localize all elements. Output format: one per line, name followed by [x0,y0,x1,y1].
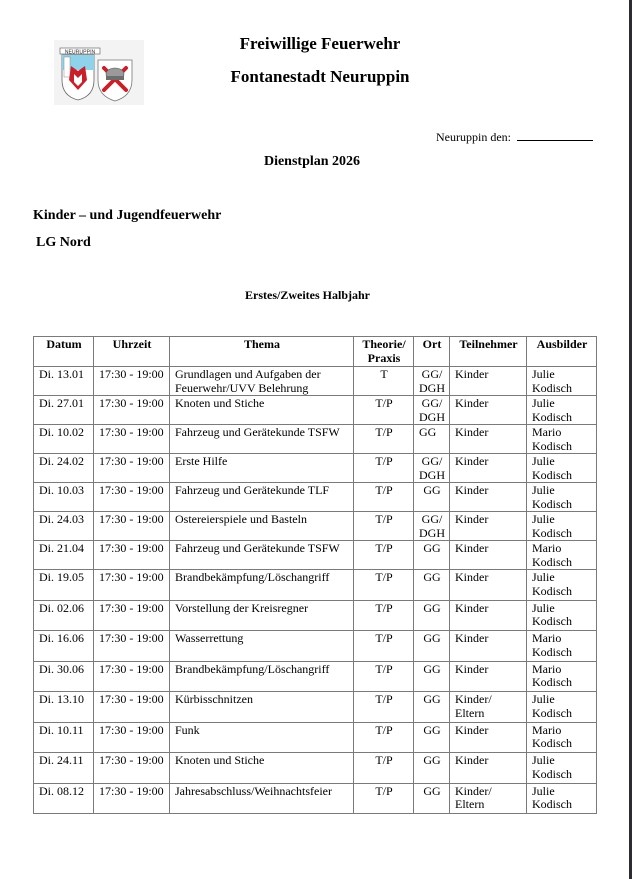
fire-department-coat-of-arms-icon [54,40,144,105]
cell-uhrzeit: 17:30 - 19:00 [94,425,170,454]
table-row [34,631,597,662]
cell-teilnehmer: Kinder/ Eltern [450,692,527,723]
cell-ausbilder: Julie Kodisch [527,367,597,396]
table-row [34,661,597,692]
period-title: Erstes/Zweites Halbjahr [245,288,370,302]
cell-ausbilder: Mario Kodisch [527,425,597,454]
cell-datum: Di. 27.01 [34,396,94,425]
group-title: Kinder – und Jugendfeuerwehr [33,208,222,223]
cell-ort: GG/ DGH [414,454,450,483]
cell-uhrzeit: 17:30 - 19:00 [94,722,170,753]
cell-datum: Di. 08.12 [34,783,94,814]
cell-thema: Fahrzeug und Gerätekunde TSFW [170,541,354,570]
cell-uhrzeit: 17:30 - 19:00 [94,600,170,631]
cell-ausbilder: Julie Kodisch [527,512,597,541]
cell-ausbilder: Julie Kodisch [527,396,597,425]
cell-uhrzeit: 17:30 - 19:00 [94,753,170,784]
cell-uhrzeit: 17:30 - 19:00 [94,483,170,512]
cell-thema: Knoten und Stiche [170,753,354,784]
cell-ort: GG [414,661,450,692]
cell-datum: Di. 24.03 [34,512,94,541]
cell-ort: GG [414,425,450,454]
cell-theorie-praxis: T/P [354,783,414,814]
cell-datum: Di. 21.04 [34,541,94,570]
cell-thema: Fahrzeug und Gerätekunde TSFW [170,425,354,454]
cell-ausbilder: Mario Kodisch [527,541,597,570]
column-header-ort: Ort [414,337,450,367]
cell-uhrzeit: 17:30 - 19:00 [94,367,170,396]
cell-thema: Funk [170,722,354,753]
cell-teilnehmer: Kinder [450,425,527,454]
table-row [34,512,597,541]
organization-title: Freiwillige Feuerwehr [239,34,401,53]
cell-ausbilder: Julie Kodisch [527,692,597,723]
cell-teilnehmer: Kinder [450,570,527,601]
cell-theorie-praxis: T/P [354,541,414,570]
cell-ort: GG [414,600,450,631]
cell-ort: GG/ DGH [414,367,450,396]
cell-uhrzeit: 17:30 - 19:00 [94,783,170,814]
cell-datum: Di. 10.03 [34,483,94,512]
fire-department-logo [54,40,144,105]
cell-teilnehmer: Kinder [450,454,527,483]
cell-uhrzeit: 17:30 - 19:00 [94,692,170,723]
cell-thema: Jahresabschluss/Weihnachtsfeier [170,783,354,814]
cell-ort: GG [414,570,450,601]
date-blank-field [517,128,593,141]
cell-ort: GG [414,541,450,570]
cell-ort: GG [414,753,450,784]
cell-ort: GG/ DGH [414,396,450,425]
cell-ausbilder: Julie Kodisch [527,600,597,631]
date-line [436,128,593,144]
table-row [34,541,597,570]
cell-teilnehmer: Kinder [450,541,527,570]
table-row [34,396,597,425]
plan-title-text: Dienstplan 2026 [263,154,361,169]
table-row [34,483,597,512]
cell-theorie-praxis: T/P [354,454,414,483]
cell-teilnehmer: Kinder [450,483,527,512]
cell-datum: Di. 30.06 [34,661,94,692]
cell-thema: Brandbekämpfung/Löschangriff [170,570,354,601]
cell-ausbilder: Mario Kodisch [527,722,597,753]
cell-uhrzeit: 17:30 - 19:00 [94,454,170,483]
logo-caption: NEURUPPIN [64,49,96,56]
table-row [34,692,597,723]
column-header-thema: Thema [170,337,354,367]
column-header-teilnehmer: Teilnehmer [450,337,527,367]
cell-ort: GG [414,631,450,662]
cell-datum: Di. 19.05 [34,570,94,601]
cell-theorie-praxis: T/P [354,631,414,662]
schedule-table [33,336,597,814]
cell-uhrzeit: 17:30 - 19:00 [94,512,170,541]
cell-uhrzeit: 17:30 - 19:00 [94,661,170,692]
cell-ausbilder: Julie Kodisch [527,454,597,483]
cell-ort: GG [414,483,450,512]
plan-title [0,153,632,170]
date-label: Neuruppin den: [436,130,511,144]
cell-ort: GG [414,722,450,753]
cell-thema: Fahrzeug und Gerätekunde TLF [170,483,354,512]
cell-theorie-praxis: T/P [354,692,414,723]
cell-thema: Kürbisschnitzen [170,692,354,723]
cell-datum: Di. 24.02 [34,454,94,483]
organization-subtitle: Fontanestadt Neuruppin [230,67,410,86]
cell-ausbilder: Mario Kodisch [527,661,597,692]
cell-thema: Erste Hilfe [170,454,354,483]
cell-theorie-praxis: T/P [354,600,414,631]
table-row [34,425,597,454]
cell-thema: Wasserrettung [170,631,354,662]
table-row [34,753,597,784]
column-header-datum: Datum [34,337,94,367]
cell-theorie-praxis: T/P [354,570,414,601]
cell-uhrzeit: 17:30 - 19:00 [94,541,170,570]
cell-datum: Di. 10.11 [34,722,94,753]
cell-datum: Di. 16.06 [34,631,94,662]
table-row [34,570,597,601]
table-row [34,367,597,396]
column-header-ausbilder: Ausbilder [527,337,597,367]
cell-datum: Di. 24.11 [34,753,94,784]
cell-uhrzeit: 17:30 - 19:00 [94,396,170,425]
cell-teilnehmer: Kinder [450,600,527,631]
cell-thema: Knoten und Stiche [170,396,354,425]
cell-thema: Ostereierspiele und Basteln [170,512,354,541]
cell-ausbilder: Julie Kodisch [527,783,597,814]
cell-theorie-praxis: T/P [354,483,414,512]
cell-ausbilder: Julie Kodisch [527,483,597,512]
cell-theorie-praxis: T/P [354,753,414,784]
cell-datum: Di. 02.06 [34,600,94,631]
cell-ort: GG [414,692,450,723]
table-row [34,783,597,814]
cell-ort: GG [414,783,450,814]
table-row [34,600,597,631]
cell-teilnehmer: Kinder [450,512,527,541]
column-header-theorie-praxis: Theorie/ Praxis [354,337,414,367]
cell-uhrzeit: 17:30 - 19:00 [94,631,170,662]
cell-theorie-praxis: T/P [354,396,414,425]
cell-theorie-praxis: T/P [354,661,414,692]
cell-thema: Brandbekämpfung/Löschangriff [170,661,354,692]
group-subtitle: LG Nord [36,235,91,250]
cell-theorie-praxis: T/P [354,425,414,454]
cell-thema: Vorstellung der Kreisregner [170,600,354,631]
cell-teilnehmer: Kinder/ Eltern [450,783,527,814]
cell-teilnehmer: Kinder [450,661,527,692]
table-row [34,454,597,483]
cell-ort: GG/ DGH [414,512,450,541]
column-header-uhrzeit: Uhrzeit [94,337,170,367]
cell-teilnehmer: Kinder [450,753,527,784]
cell-datum: Di. 13.01 [34,367,94,396]
cell-teilnehmer: Kinder [450,396,527,425]
cell-ausbilder: Julie Kodisch [527,753,597,784]
cell-datum: Di. 10.02 [34,425,94,454]
cell-theorie-praxis: T/P [354,512,414,541]
cell-ausbilder: Julie Kodisch [527,570,597,601]
cell-theorie-praxis: T/P [354,722,414,753]
cell-ausbilder: Mario Kodisch [527,631,597,662]
cell-teilnehmer: Kinder [450,722,527,753]
cell-uhrzeit: 17:30 - 19:00 [94,570,170,601]
cell-teilnehmer: Kinder [450,631,527,662]
cell-thema: Grundlagen und Aufgaben der Feuerwehr/UVV Belehrung [170,367,354,396]
cell-theorie-praxis: T [354,367,414,396]
table-row [34,722,597,753]
table-header-row [34,337,597,367]
cell-datum: Di. 13.10 [34,692,94,723]
cell-teilnehmer: Kinder [450,367,527,396]
